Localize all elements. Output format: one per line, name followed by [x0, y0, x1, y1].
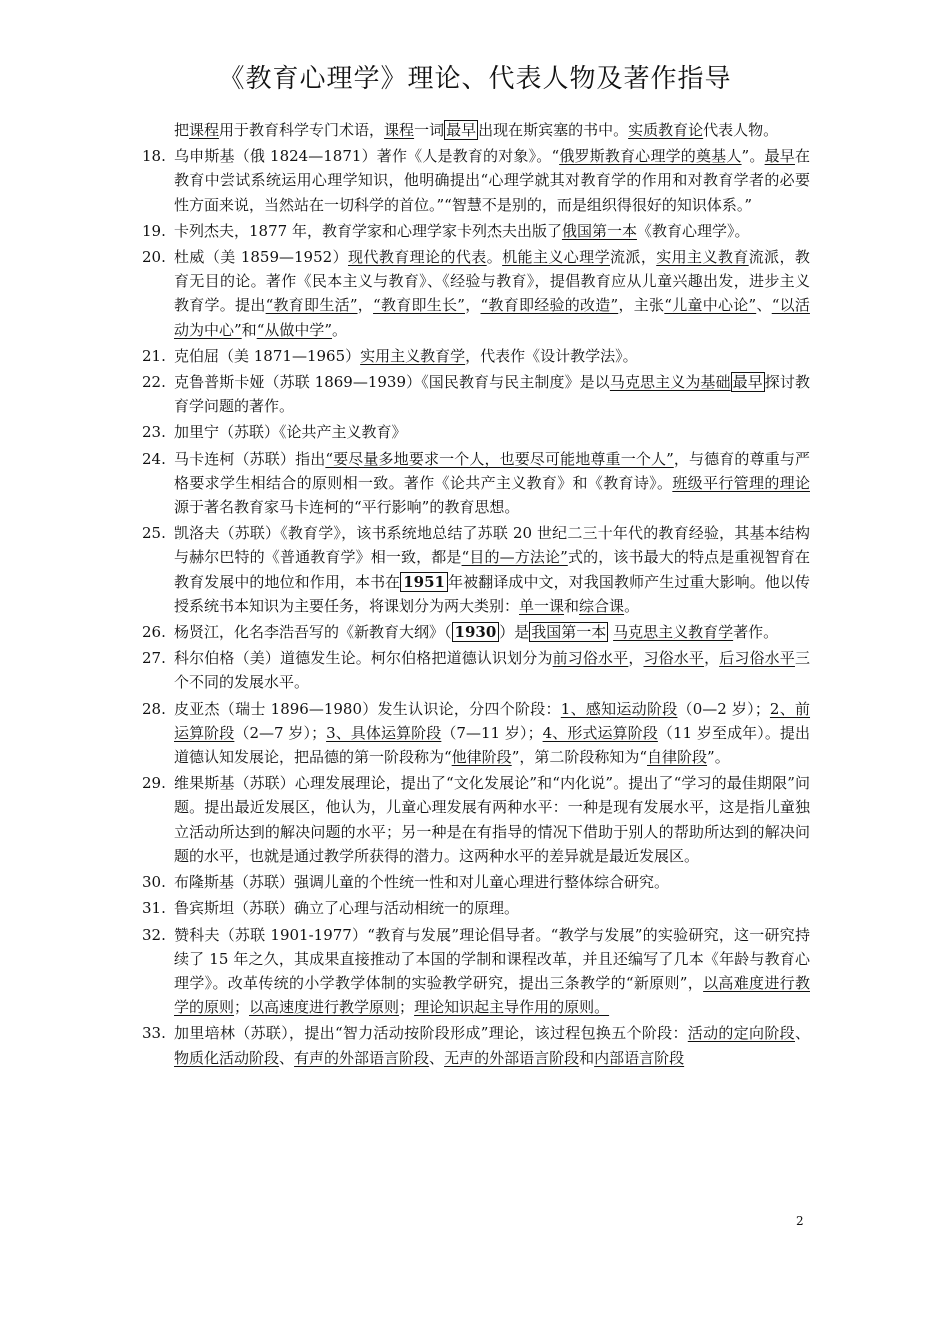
list-item: 23. 加里宁（苏联）《论共产主义教育》	[142, 423, 407, 442]
list-item: 22. 克鲁普斯卡娅（苏联 1869—1939）《国民教育与民主制度》是以马克思主义为基础 最早 探讨教育学问题的著作。	[142, 373, 810, 416]
list-item: 29. 维果斯基（苏联）心理发展理论，提出了“文化发展论”和“内化说”。提出了“学习的最佳期限”问题。提出最近发展区，他认为，儿童心理发展有两种水平：一种是现有发展水平，这是指儿童独立活动所达到的解决问题的水平；另一种是在有指导的情况下借助于别人的帮助所达到的解决问题的水平，也就是通过教学所获得的潜力。这两种水平的差异就是最近发展区。	[142, 774, 810, 865]
list-item: 24. 马卡连柯（苏联）指出“要尽量多地要求一个人，也要尽可能地尊重一个人”，与德育的尊重与严格要求学生相结合的原则相一致。著作《论共产主义教育》和《教育诗》。班级平行管理的理论源于著名教育家马卡连柯的“平行影响”的教育思想。	[142, 449, 810, 517]
list-item: 21. 克伯屈（美 1871—1965）实用主义教育学，代表作《设计教学法》。	[142, 346, 638, 365]
page-number: 2	[796, 1214, 804, 1228]
list-item: 32. 赞科夫（苏联 1901-1977）“教育与发展”理论倡导者。“教学与发展”的实验研究，这一研究持续了 15 年之久，其成果直接推动了本国的学制和课程改革，并且还编写了几本《年龄与教育心理学》。改革传统的小学教学体制的实验教学研究，提出三条教学的“新原则”，以高难度进行教学的原则；以高速度进行教学原则；理论知识起主导作用的原则。	[142, 925, 810, 1017]
list-item-continuation: 把课程用于教育科学专门术语，课程一词 最早 出现在斯宾塞的书中。实质教育论代表人物。	[174, 121, 779, 139]
list-item: 31. 鲁宾斯坦（苏联）确立了心理与活动相统一的原理。	[142, 899, 520, 918]
list-item: 20. 杜威（美 1859—1952）现代教育理论的代表。机能主义心理学流派，实用主义教育流派，教育无目的论。著作《民本主义与教育》、《经验与教育》，提倡教育应从儿童兴趣出发，进步主义教育学。提出“教育即生活”，“教育即生长”，“教育即经验的改造”，主张“儿童中心论”、“以活动为中心”和“从做中学”。	[142, 248, 810, 339]
page-title: 《教育心理学》理论、代表人物及著作指导	[218, 64, 732, 94]
list-item: 25. 凯洛夫（苏联）《教育学》，该书系统地总结了苏联 20 世纪二三十年代的教育经验，其基本结构与赫尔巴特的《普通教育学》相一致，都是“目的—方法论”式的，该书最大的特点是重视智育在教育发展中的地位和作用，本书在 1951 年被翻译成中文，对我国教师产生过重大影响。他以传授系统书本知识为主要任务，将课划分为两大类别：单一课和综合课。	[142, 524, 810, 615]
list-item: 26. 杨贤江，化名李浩吾写的《新教育大纲》（ 1930 ）是 我国第一本 马克思主义教育学著作。	[142, 623, 779, 642]
document-body	[142, 118, 810, 1072]
list-item: 30. 布隆斯基（苏联）强调儿童的个性统一性和对儿童心理进行整体综合研究。	[142, 873, 670, 892]
list-item: 19. 卡列杰夫，1877 年，教育学家和心理学家卡列杰夫出版了俄国第一本《教育心理学》。	[142, 221, 750, 240]
list-item: 33. 加里培林（苏联），提出“智力活动按阶段形成”理论，该过程包换五个阶段：活动的定向阶段、物质化活动阶段、有声的外部语言阶段、无声的外部语言阶段和内部语言阶段	[142, 1024, 810, 1067]
list-item: 18. 乌申斯基（俄 1824—1871）著作《人是教育的对象》。“俄罗斯教育心理学的奠基人”。最早在教育中尝试系统运用心理学知识，他明确提出“心理学就其对教育学的作用和对教育学者的必要性方面来说，当然站在一切科学的首位。”“智慧不是别的，而是组织得很好的知识体系。”	[142, 147, 810, 214]
list-item: 27. 科尔伯格（美）道德发生论。柯尔伯格把道德认识划分为前习俗水平，习俗水平，后习俗水平三个不同的发展水平。	[142, 649, 810, 692]
list-item: 28. 皮亚杰（瑞士 1896—1980）发生认识论，分四个阶段：1、感知运动阶段（0—2 岁）；2、前运算阶段（2—7 岁）；3、具体运算阶段（7—11 岁）；4、形式运算阶段（11 岁至成年）。提出道德认知发展论，把品德的第一阶段称为“他律阶段”，第二阶段称知为“自律阶段”。	[142, 699, 811, 767]
